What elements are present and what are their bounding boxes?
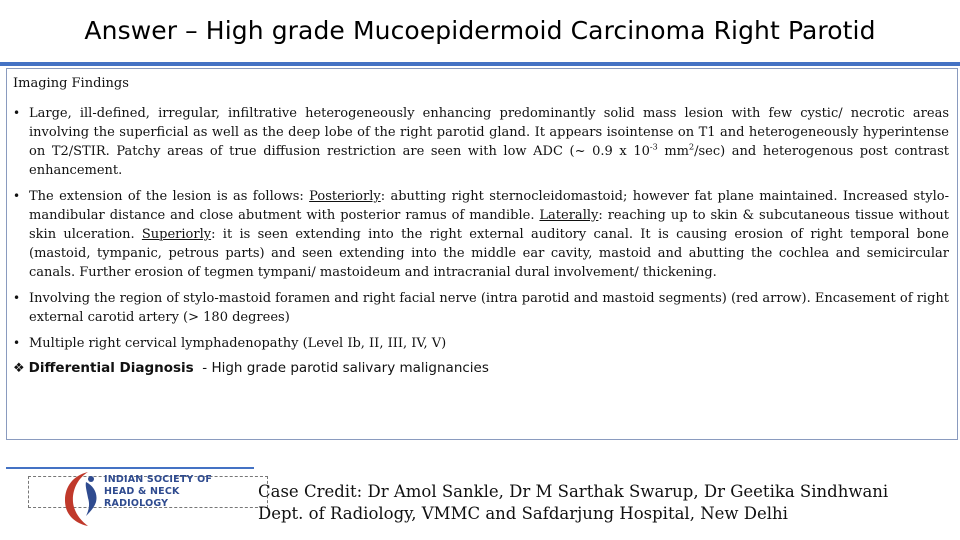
diamond-bullet-icon: ❖ — [13, 361, 25, 376]
credit-department: Dept. of Radiology, VMMC and Safdarjung Hospital, New Delhi — [258, 504, 788, 523]
laterally-label: Laterally — [539, 208, 599, 223]
bullet1-sup2: 2 — [689, 142, 695, 152]
bullet1-pre: Large, ill-defined, irregular, infiltrative heterogeneously enhancing predominantly solid mass lesion with few cystic/ necrotic areas involving the superficial as well as the deep lobe of the right parotid gland. It appears isointense on T1 and heterogeneously hyperintense on T2/STIR. Patchy areas of true diffusion restriction are seen with low ADC (~ 0.9 x 10 — [29, 106, 949, 159]
findings-box — [6, 68, 958, 440]
logo-line-2: HEAD & NECK — [104, 486, 180, 497]
findings-list — [13, 104, 949, 353]
finding-bullet-3: • Involving the region of stylo-mastoid foramen and right facial nerve (intra parotid and mastoid segments) (red arrow). Encasement of right external carotid artery (> 180 degrees) — [13, 289, 949, 327]
superiorly-text: : it is seen extending into the right external auditory canal. It is causing erosion of right temporal bone (mastoid, tympanic, petrous parts) and seen extending into the middle ear cavity, mastoid and abutting the cochlea and semicircular canals. Further erosion of tegmen tympani/ mastoideum and intracranial dural involvement/ thickening. — [29, 227, 950, 280]
findings-heading: Imaging Findings — [13, 76, 129, 91]
bullet1-mid: mm — [657, 144, 689, 159]
finding-bullet-4: • Multiple right cervical lymphadenopathy (Level Ib, II, III, IV, V) — [13, 334, 949, 353]
ddx-text: - High grade parotid salivary malignancies — [193, 360, 489, 376]
credit-authors: Case Credit: Dr Amol Sankle, Dr M Sarthak Swarup, Dr Geetika Sindhwani — [258, 482, 889, 501]
differential-diagnosis — [13, 360, 949, 376]
bullet1-sup1: -3 — [649, 142, 658, 152]
footer-divider — [6, 467, 254, 469]
society-logo-text — [104, 474, 214, 510]
bullet1-post: /sec) and heterogenous post contrast enhancement. — [29, 144, 949, 178]
bullet2-intro: The extension of the lesion is as follows: — [29, 189, 310, 204]
slide-title: Answer – High grade Mucoepidermoid Carcinoma Right Parotid — [84, 16, 876, 45]
ddx-label: Differential Diagnosis — [28, 360, 194, 376]
case-credit — [258, 481, 888, 525]
society-logo-icon — [58, 466, 108, 530]
logo-line-1: INDIAN SOCIETY OF — [104, 474, 213, 485]
laterally-text: : reaching up to skin & subcutaneous tissue without skin ulceration. — [29, 208, 949, 242]
finding-bullet-1 — [13, 104, 949, 180]
posteriorly-label: Posteriorly — [309, 189, 381, 204]
posteriorly-text: : abutting right sternocleidomastoid; however fat plane maintained. Increased stylo-mandibular distance and close abutment with posterior ramus of mandible. — [29, 189, 949, 223]
logo-line-3: RADIOLOGY — [104, 498, 169, 509]
title-divider — [0, 62, 960, 66]
superiorly-label: Superiorly — [141, 227, 212, 242]
finding-bullet-2 — [13, 187, 949, 282]
